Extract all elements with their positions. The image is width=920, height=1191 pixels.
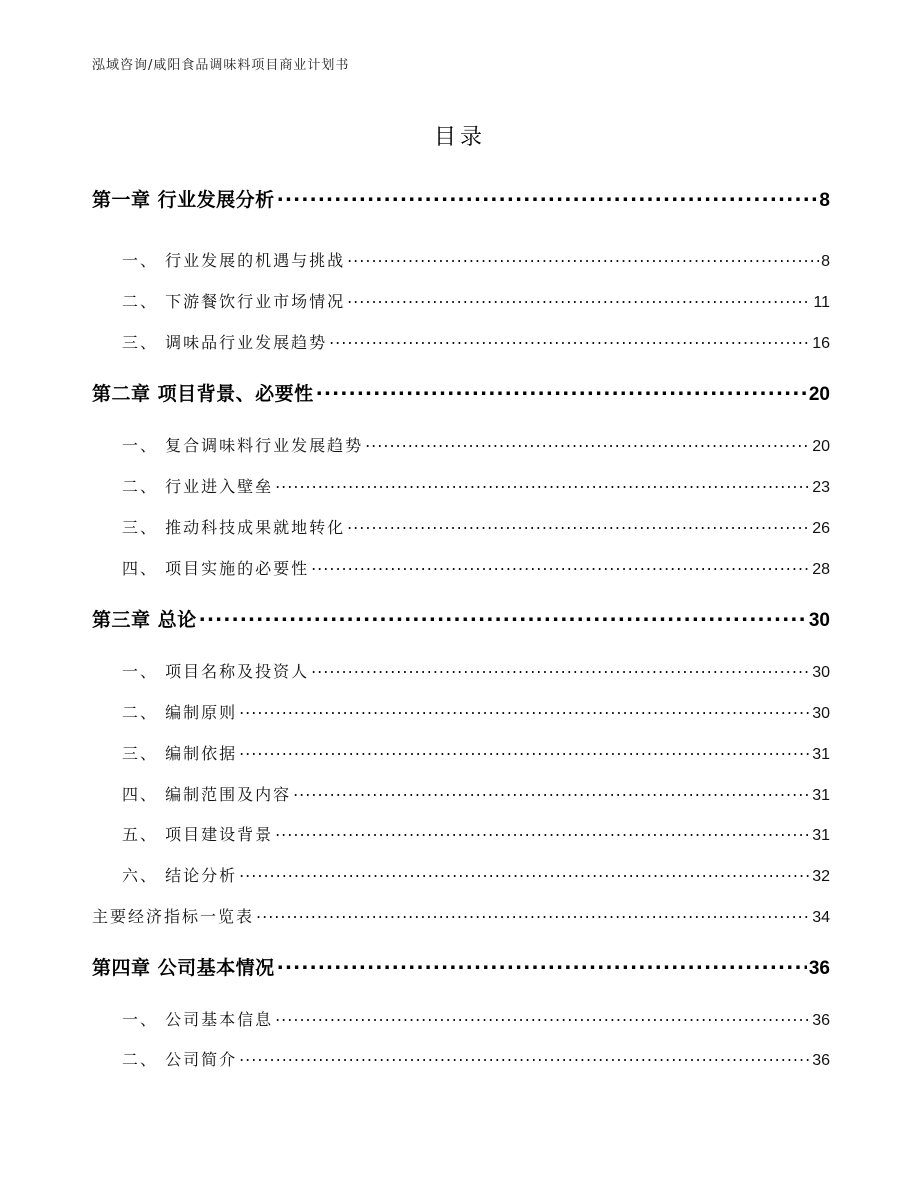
toc-page-number: 36 — [808, 958, 830, 979]
toc-section[interactable] — [92, 515, 830, 538]
toc-section[interactable] — [92, 782, 830, 805]
toc-page-number: 31 — [812, 787, 830, 804]
toc-label: 六、 结论分析 — [122, 866, 238, 885]
toc-label: 二、 行业进入壁垒 — [122, 477, 274, 496]
toc-label: 第三章 总论 — [92, 609, 197, 631]
dot-leader — [329, 332, 810, 348]
dot-leader — [275, 476, 810, 492]
dot-leader — [293, 784, 810, 800]
dot-leader — [347, 250, 819, 266]
dot-leader — [277, 187, 818, 206]
toc-page-number: 32 — [812, 868, 830, 885]
toc-page-number: 23 — [812, 479, 830, 496]
toc-page-number: 31 — [812, 746, 830, 763]
toc-label: 三、 调味品行业发展趋势 — [122, 333, 328, 352]
toc-label: 一、 公司基本信息 — [122, 1010, 274, 1029]
toc-label: 二、 编制原则 — [122, 703, 238, 722]
toc-page-number: 36 — [812, 1012, 830, 1029]
dot-leader — [239, 743, 810, 759]
toc-label: 四、 项目实施的必要性 — [122, 559, 310, 578]
toc-section[interactable] — [92, 700, 830, 723]
toc-section[interactable] — [92, 822, 830, 845]
toc-section[interactable] — [92, 474, 830, 497]
toc-page-number: 11 — [813, 294, 830, 311]
toc-page-number: 8 — [821, 253, 830, 270]
dot-leader — [347, 517, 810, 533]
toc-label: 一、 行业发展的机遇与挑战 — [122, 251, 346, 270]
toc-page-number: 20 — [808, 384, 830, 405]
toc-section[interactable] — [92, 1047, 830, 1070]
toc-title: 目录 — [433, 125, 486, 150]
dot-leader — [275, 824, 810, 840]
toc-label: 五、 项目建设背景 — [122, 825, 274, 844]
toc-chapter[interactable] — [92, 605, 830, 632]
toc-label: 主要经济指标一览表 — [92, 907, 255, 926]
toc-section[interactable] — [92, 741, 830, 764]
toc-chapter[interactable] — [92, 379, 830, 406]
toc-chapter[interactable] — [92, 185, 830, 212]
toc-chapter[interactable] — [92, 953, 830, 980]
toc-page-number: 36 — [812, 1052, 830, 1069]
toc-page-number: 20 — [812, 438, 830, 455]
toc-page-number: 34 — [812, 909, 830, 926]
toc-section[interactable] — [92, 904, 830, 927]
toc-section[interactable] — [92, 556, 830, 579]
toc-label: 二、 公司简介 — [122, 1050, 238, 1069]
toc-page-number: 30 — [812, 664, 830, 681]
toc-section[interactable] — [92, 289, 830, 312]
toc-page-number: 16 — [812, 335, 830, 352]
dot-leader — [316, 381, 807, 400]
toc-page-number: 26 — [812, 520, 830, 537]
toc-label: 四、 编制范围及内容 — [122, 785, 292, 804]
toc-label: 三、 编制依据 — [122, 744, 238, 763]
dot-leader — [277, 955, 807, 974]
dot-leader — [311, 558, 810, 574]
toc-label: 第二章 项目背景、必要性 — [92, 383, 314, 405]
dot-leader — [239, 865, 810, 881]
toc-section[interactable] — [92, 1007, 830, 1030]
dot-leader — [239, 702, 810, 718]
toc-page-number: 8 — [819, 190, 830, 211]
toc-page-number: 28 — [812, 561, 830, 578]
toc-page-number: 30 — [808, 610, 830, 631]
dot-leader — [239, 1049, 810, 1065]
toc-label: 一、 项目名称及投资人 — [122, 662, 310, 681]
toc-section[interactable] — [92, 659, 830, 682]
dot-leader — [199, 607, 807, 626]
toc-page-number: 31 — [812, 827, 830, 844]
dot-leader — [365, 435, 810, 451]
toc-label: 三、 推动科技成果就地转化 — [122, 518, 346, 537]
toc-section[interactable] — [92, 330, 830, 353]
toc-label: 第一章 行业发展分析 — [92, 189, 275, 211]
dot-leader — [311, 661, 810, 677]
dot-leader — [256, 906, 810, 922]
toc-label: 第四章 公司基本情况 — [92, 957, 275, 979]
toc-label: 二、 下游餐饮行业市场情况 — [122, 292, 346, 311]
toc-section[interactable] — [92, 433, 830, 456]
toc-section[interactable] — [92, 248, 830, 271]
toc-label: 一、 复合调味料行业发展趋势 — [122, 436, 364, 455]
dot-leader — [275, 1009, 810, 1025]
toc-section[interactable] — [92, 863, 830, 886]
dot-leader — [347, 291, 811, 307]
toc-page-number: 30 — [812, 705, 830, 722]
page-header: 泓域咨询/咸阳食品调味料项目商业计划书 — [92, 58, 350, 73]
